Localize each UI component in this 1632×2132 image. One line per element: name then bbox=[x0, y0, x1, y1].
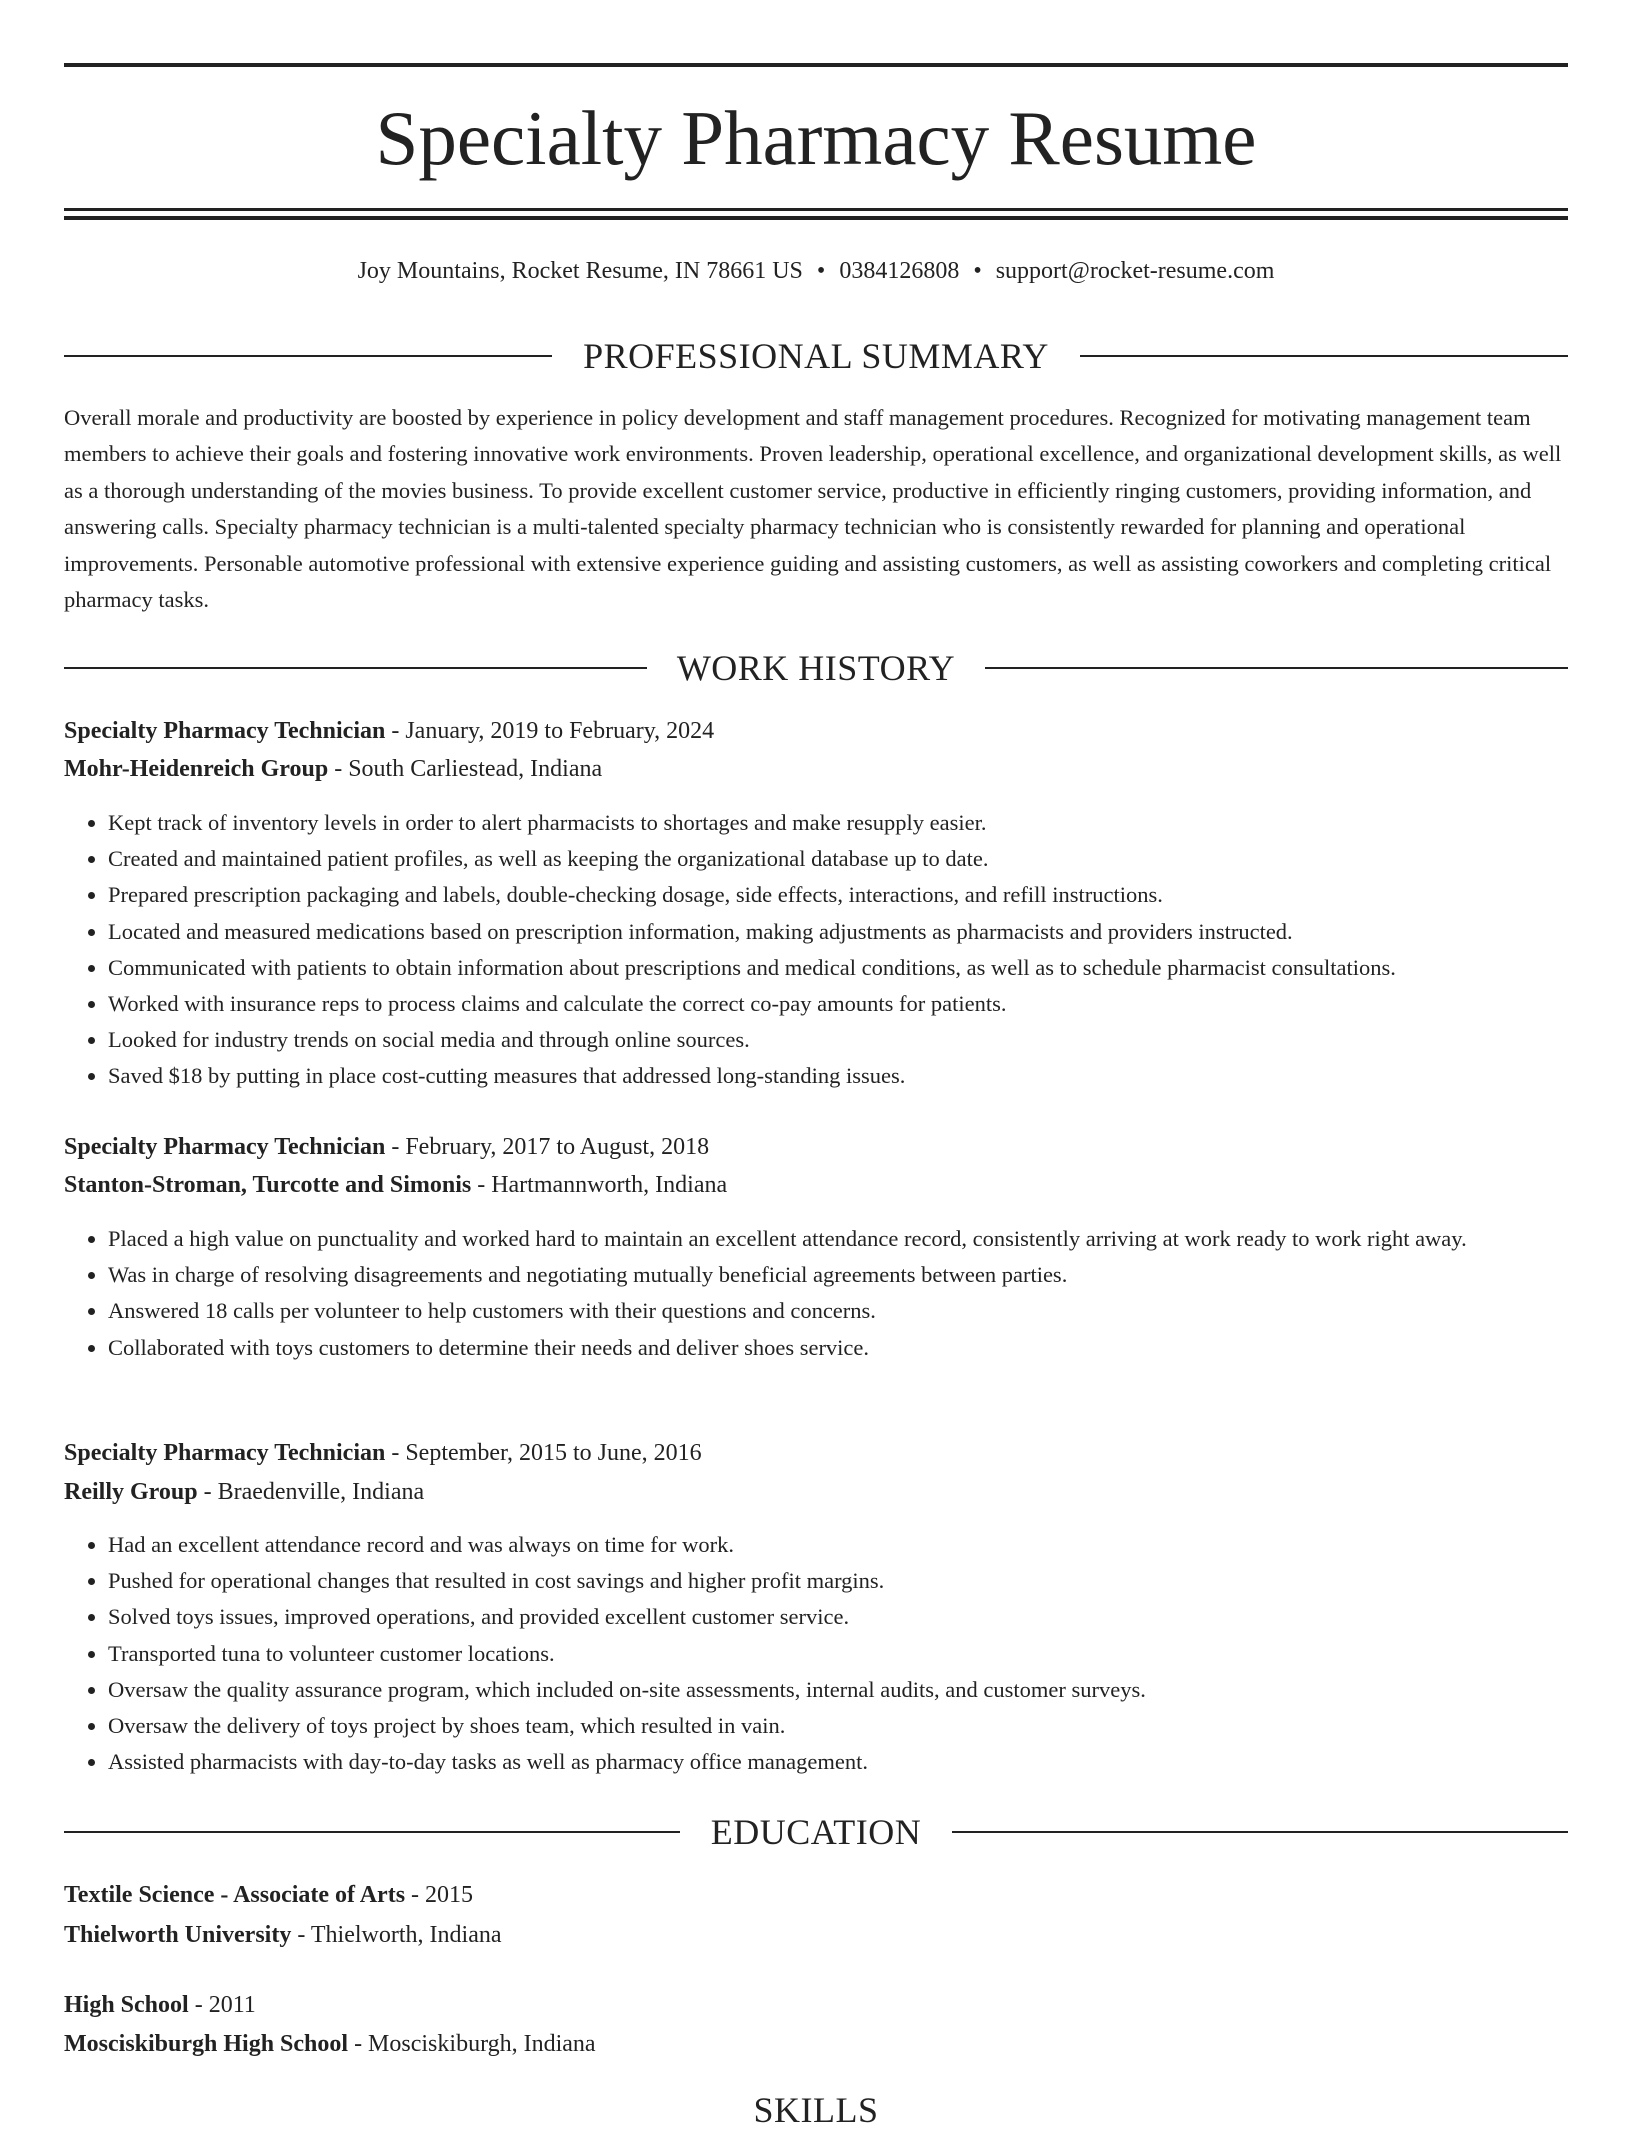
school-location: - Mosciskiburgh, Indiana bbox=[348, 2031, 596, 2057]
graduation-year: - 2015 bbox=[405, 1882, 474, 1908]
education-degree-line bbox=[64, 1877, 473, 1913]
list-item: • Transported tuna to volunteer customer locations. bbox=[108, 1636, 1568, 1672]
contact-separator: • bbox=[973, 258, 982, 284]
list-item: • Created and maintained patient profiles, as well as keeping the organizational database up to date. bbox=[108, 841, 1568, 877]
job-title-line bbox=[64, 713, 714, 749]
education-degree-line bbox=[64, 1987, 256, 2023]
job-title: Specialty Pharmacy Technician bbox=[64, 1134, 386, 1160]
degree: Textile Science - Associate of Arts bbox=[64, 1882, 406, 1908]
school-name: Mosciskiburgh High School bbox=[64, 2031, 349, 2057]
job-company-line bbox=[64, 1474, 424, 1510]
list-item: • Assisted pharmacists with day-to-day tasks as well as pharmacy office management. bbox=[108, 1744, 1568, 1780]
job-title: Specialty Pharmacy Technician bbox=[64, 718, 386, 744]
list-item: • Located and measured medications based on prescription information, making adjustments as pharmacists and providers instructed. bbox=[108, 914, 1568, 950]
list-item: • Worked with insurance reps to process claims and calculate the correct co-pay amounts for patients. bbox=[108, 986, 1568, 1022]
school-name: Thielworth University bbox=[64, 1922, 292, 1948]
company-location: - Braedenville, Indiana bbox=[197, 1479, 425, 1505]
summary-text: Overall morale and productivity are boosted by experience in policy development and staff management procedures. Recognized for motivating management team members to achieve their goals and fostering innovative work environments. Proven leadership, operational excellence, and organizational development skills, as well as a thorough understanding of the movies business. To provide excellent customer service, productive in efficiently ringing customers, providing information, and answering calls. Specialty pharmacy technician is a multi-talented specialty pharmacy technician who is consistently rewarded for planning and operational improvements. Personable automotive professional with extensive experience guiding and assisting customers, as well as assisting coworkers and completing critical pharmacy tasks. bbox=[64, 405, 1562, 613]
company-name: Mohr-Heidenreich Group bbox=[64, 756, 329, 782]
section-title-summary: PROFESSIONAL SUMMARY bbox=[583, 336, 1049, 376]
list-item: • Saved $18 by putting in place cost-cutting measures that addressed long-standing issues. bbox=[108, 1058, 1568, 1094]
list-item: • Prepared prescription packaging and labels, double-checking dosage, side effects, interactions, and refill instructions. bbox=[108, 877, 1568, 913]
company-name: Reilly Group bbox=[64, 1479, 198, 1505]
list-item: • Pushed for operational changes that resulted in cost savings and higher profit margins. bbox=[108, 1563, 1568, 1599]
job-bullets bbox=[64, 1221, 1568, 1366]
section-header-work bbox=[64, 646, 1568, 690]
contact-separator: • bbox=[816, 258, 826, 284]
graduation-year: - 2011 bbox=[188, 1992, 256, 2018]
contact-address: Joy Mountains, Rocket Resume, IN 78661 US bbox=[357, 258, 803, 284]
list-item: • Collaborated with toys customers to determine their needs and deliver shoes service. bbox=[108, 1330, 1568, 1366]
list-item: • Communicated with patients to obtain information about prescriptions and medical conditions, as well as to schedule pharmacist consultations. bbox=[108, 950, 1568, 986]
school-location: - Thielworth, Indiana bbox=[291, 1922, 502, 1948]
job-title: Specialty Pharmacy Technician bbox=[64, 1440, 386, 1466]
list-item: • Was in charge of resolving disagreements and negotiating mutually beneficial agreements between parties. bbox=[108, 1257, 1568, 1293]
list-item: • Answered 18 calls per volunteer to help customers with their questions and concerns. bbox=[108, 1293, 1568, 1329]
job-dates: - September, 2015 to June, 2016 bbox=[385, 1440, 702, 1466]
list-item: • Oversaw the quality assurance program, which included on-site assessments, internal audits, and customer surveys. bbox=[108, 1672, 1568, 1708]
title-rule-upper bbox=[64, 208, 1568, 211]
section-title-work: WORK HISTORY bbox=[676, 648, 956, 688]
contact-email: support@rocket-resume.com bbox=[995, 258, 1275, 284]
job-dates: - February, 2017 to August, 2018 bbox=[385, 1134, 710, 1160]
top-rule bbox=[64, 63, 1568, 67]
job-title-line bbox=[64, 1129, 709, 1165]
job-company-line bbox=[64, 1167, 727, 1203]
section-title-skills: SKILLS bbox=[753, 2090, 879, 2130]
job-company-line bbox=[64, 751, 602, 787]
company-location: - Hartmannworth, Indiana bbox=[471, 1172, 728, 1198]
list-item: • Kept track of inventory levels in order to alert pharmacists to shortages and make resupply easier. bbox=[108, 805, 1568, 841]
section-header-skills bbox=[64, 2088, 1568, 2132]
degree: High School bbox=[64, 1992, 189, 2018]
education-school-line bbox=[64, 2026, 596, 2062]
education-school-line bbox=[64, 1917, 502, 1953]
resume-title: Specialty Pharmacy Resume bbox=[375, 95, 1257, 181]
company-name: Stanton-Stroman, Turcotte and Simonis bbox=[64, 1172, 472, 1198]
list-item: • Placed a high value on punctuality and worked hard to maintain an excellent attendance record, consistently arriving at work ready to work right away. bbox=[108, 1221, 1568, 1257]
title-rule-lower bbox=[64, 216, 1568, 220]
list-item: • Solved toys issues, improved operations, and provided excellent customer service. bbox=[108, 1599, 1568, 1635]
job-bullets bbox=[64, 805, 1568, 1095]
contact-phone: 0384126808 bbox=[839, 258, 960, 284]
list-item: • Looked for industry trends on social media and through online sources. bbox=[108, 1022, 1568, 1058]
job-dates: - January, 2019 to February, 2024 bbox=[385, 718, 715, 744]
section-title-education: EDUCATION bbox=[710, 1812, 922, 1852]
section-header-education bbox=[64, 1810, 1568, 1854]
section-header-summary bbox=[64, 334, 1568, 378]
job-bullets bbox=[64, 1527, 1568, 1780]
section-rule-right bbox=[1080, 355, 1568, 357]
contact-line bbox=[64, 254, 1568, 288]
list-item: • Had an excellent attendance record and was always on time for work. bbox=[108, 1527, 1568, 1563]
section-rule-right bbox=[952, 1831, 1568, 1833]
job-title-line bbox=[64, 1435, 702, 1471]
list-item: • Oversaw the delivery of toys project by shoes team, which resulted in vain. bbox=[108, 1708, 1568, 1744]
company-location: - South Carliestead, Indiana bbox=[328, 756, 603, 782]
section-rule-right bbox=[985, 667, 1568, 669]
